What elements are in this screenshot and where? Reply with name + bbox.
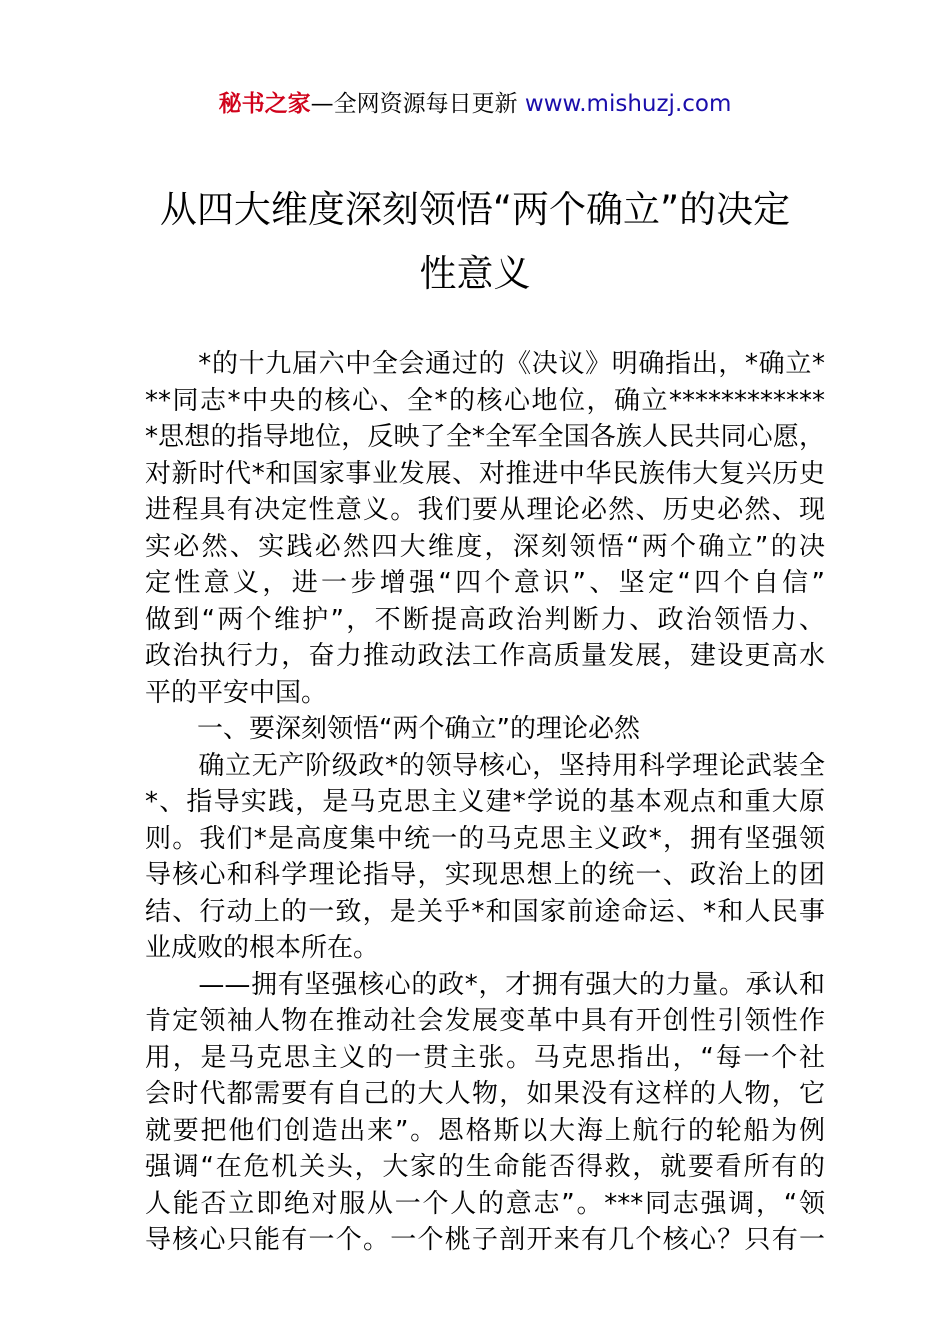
- body-line: 就要把他们创造出来”。恩格斯以大海上航行的轮船为例: [145, 1115, 825, 1146]
- body-line: ——拥有坚强核心的政*，才拥有强大的力量。承认和: [145, 969, 825, 1000]
- body-line: 导核心只能有一个。一个桃子剖开来有几个核心？只有一: [145, 1225, 825, 1255]
- body-line: 对新时代*和国家事业发展、对推进中华民族伟大复兴历史: [145, 458, 825, 489]
- body-line: *、指导实践，是马克思主义建*学说的基本观点和重大原: [145, 787, 825, 817]
- header-separator: —: [310, 91, 334, 117]
- body-line: 导核心和科学理论指导，实现思想上的统一、政治上的团: [145, 860, 825, 890]
- body-line: *的十九届六中全会通过的《决议》明确指出，*确立*: [145, 349, 825, 379]
- body-line: 政治执行力，奋力推动政法工作高质量发展，建设更高水: [145, 641, 825, 671]
- header-tagline: 全网资源每日更新: [333, 91, 525, 117]
- body-line: 实必然、实践必然四大维度，深刻领悟“两个确立”的决: [145, 531, 825, 562]
- brand-name: 秘书之家: [218, 91, 311, 117]
- body-line: 人能否立即绝对服从一个人的意志”。***同志强调，“领: [145, 1188, 825, 1219]
- body-line: 肯定领袖人物在推动社会发展变革中具有开创性引领性作: [145, 1006, 825, 1036]
- site-url-link[interactable]: www.mishuzj.com: [524, 91, 732, 117]
- body-line: 平的平安中国。: [145, 677, 328, 708]
- body-line: 确立无产阶级政*的领导核心，坚持用科学理论武装全: [145, 750, 825, 781]
- title-line-2: 性意义: [419, 252, 531, 295]
- body-line: 进程具有决定性意义。我们要从理论必然、历史必然、现: [145, 495, 825, 525]
- body-line: 则。我们*是高度集中统一的马克思主义政*，拥有坚强领: [145, 823, 825, 854]
- body-line: 定性意义，进一步增强“四个意识”、坚定“四个自信”: [145, 568, 825, 598]
- body-line: 结、行动上的一致，是关乎*和国家前途命运、*和人民事: [145, 896, 825, 927]
- body-line: 强调“在危机关头，大家的生命能否得救，就要看所有的: [145, 1152, 825, 1182]
- document-title: [100, 178, 850, 306]
- site-header: [0, 88, 950, 120]
- section-heading: 一、要深刻领悟“两个确立”的理论必然: [145, 714, 640, 744]
- body-line: **同志*中央的核心、全*的核心地位，确立************: [145, 385, 825, 416]
- body-line: 做到“两个维护”，不断提高政治判断力、政治领悟力、: [145, 604, 825, 635]
- body-line: 业成败的根本所在。: [145, 933, 380, 963]
- body-line: 用，是马克思主义的一贯主张。马克思指出，“每一个社: [145, 1042, 825, 1073]
- document-body: [145, 346, 825, 1259]
- title-line-1: 从四大维度深刻领悟“两个确立”的决定: [159, 188, 791, 231]
- body-line: *思想的指导地位，反映了全*全军全国各族人民共同心愿，: [145, 422, 825, 452]
- body-line: 会时代都需要有自己的大人物，如果没有这样的人物，它: [145, 1079, 825, 1109]
